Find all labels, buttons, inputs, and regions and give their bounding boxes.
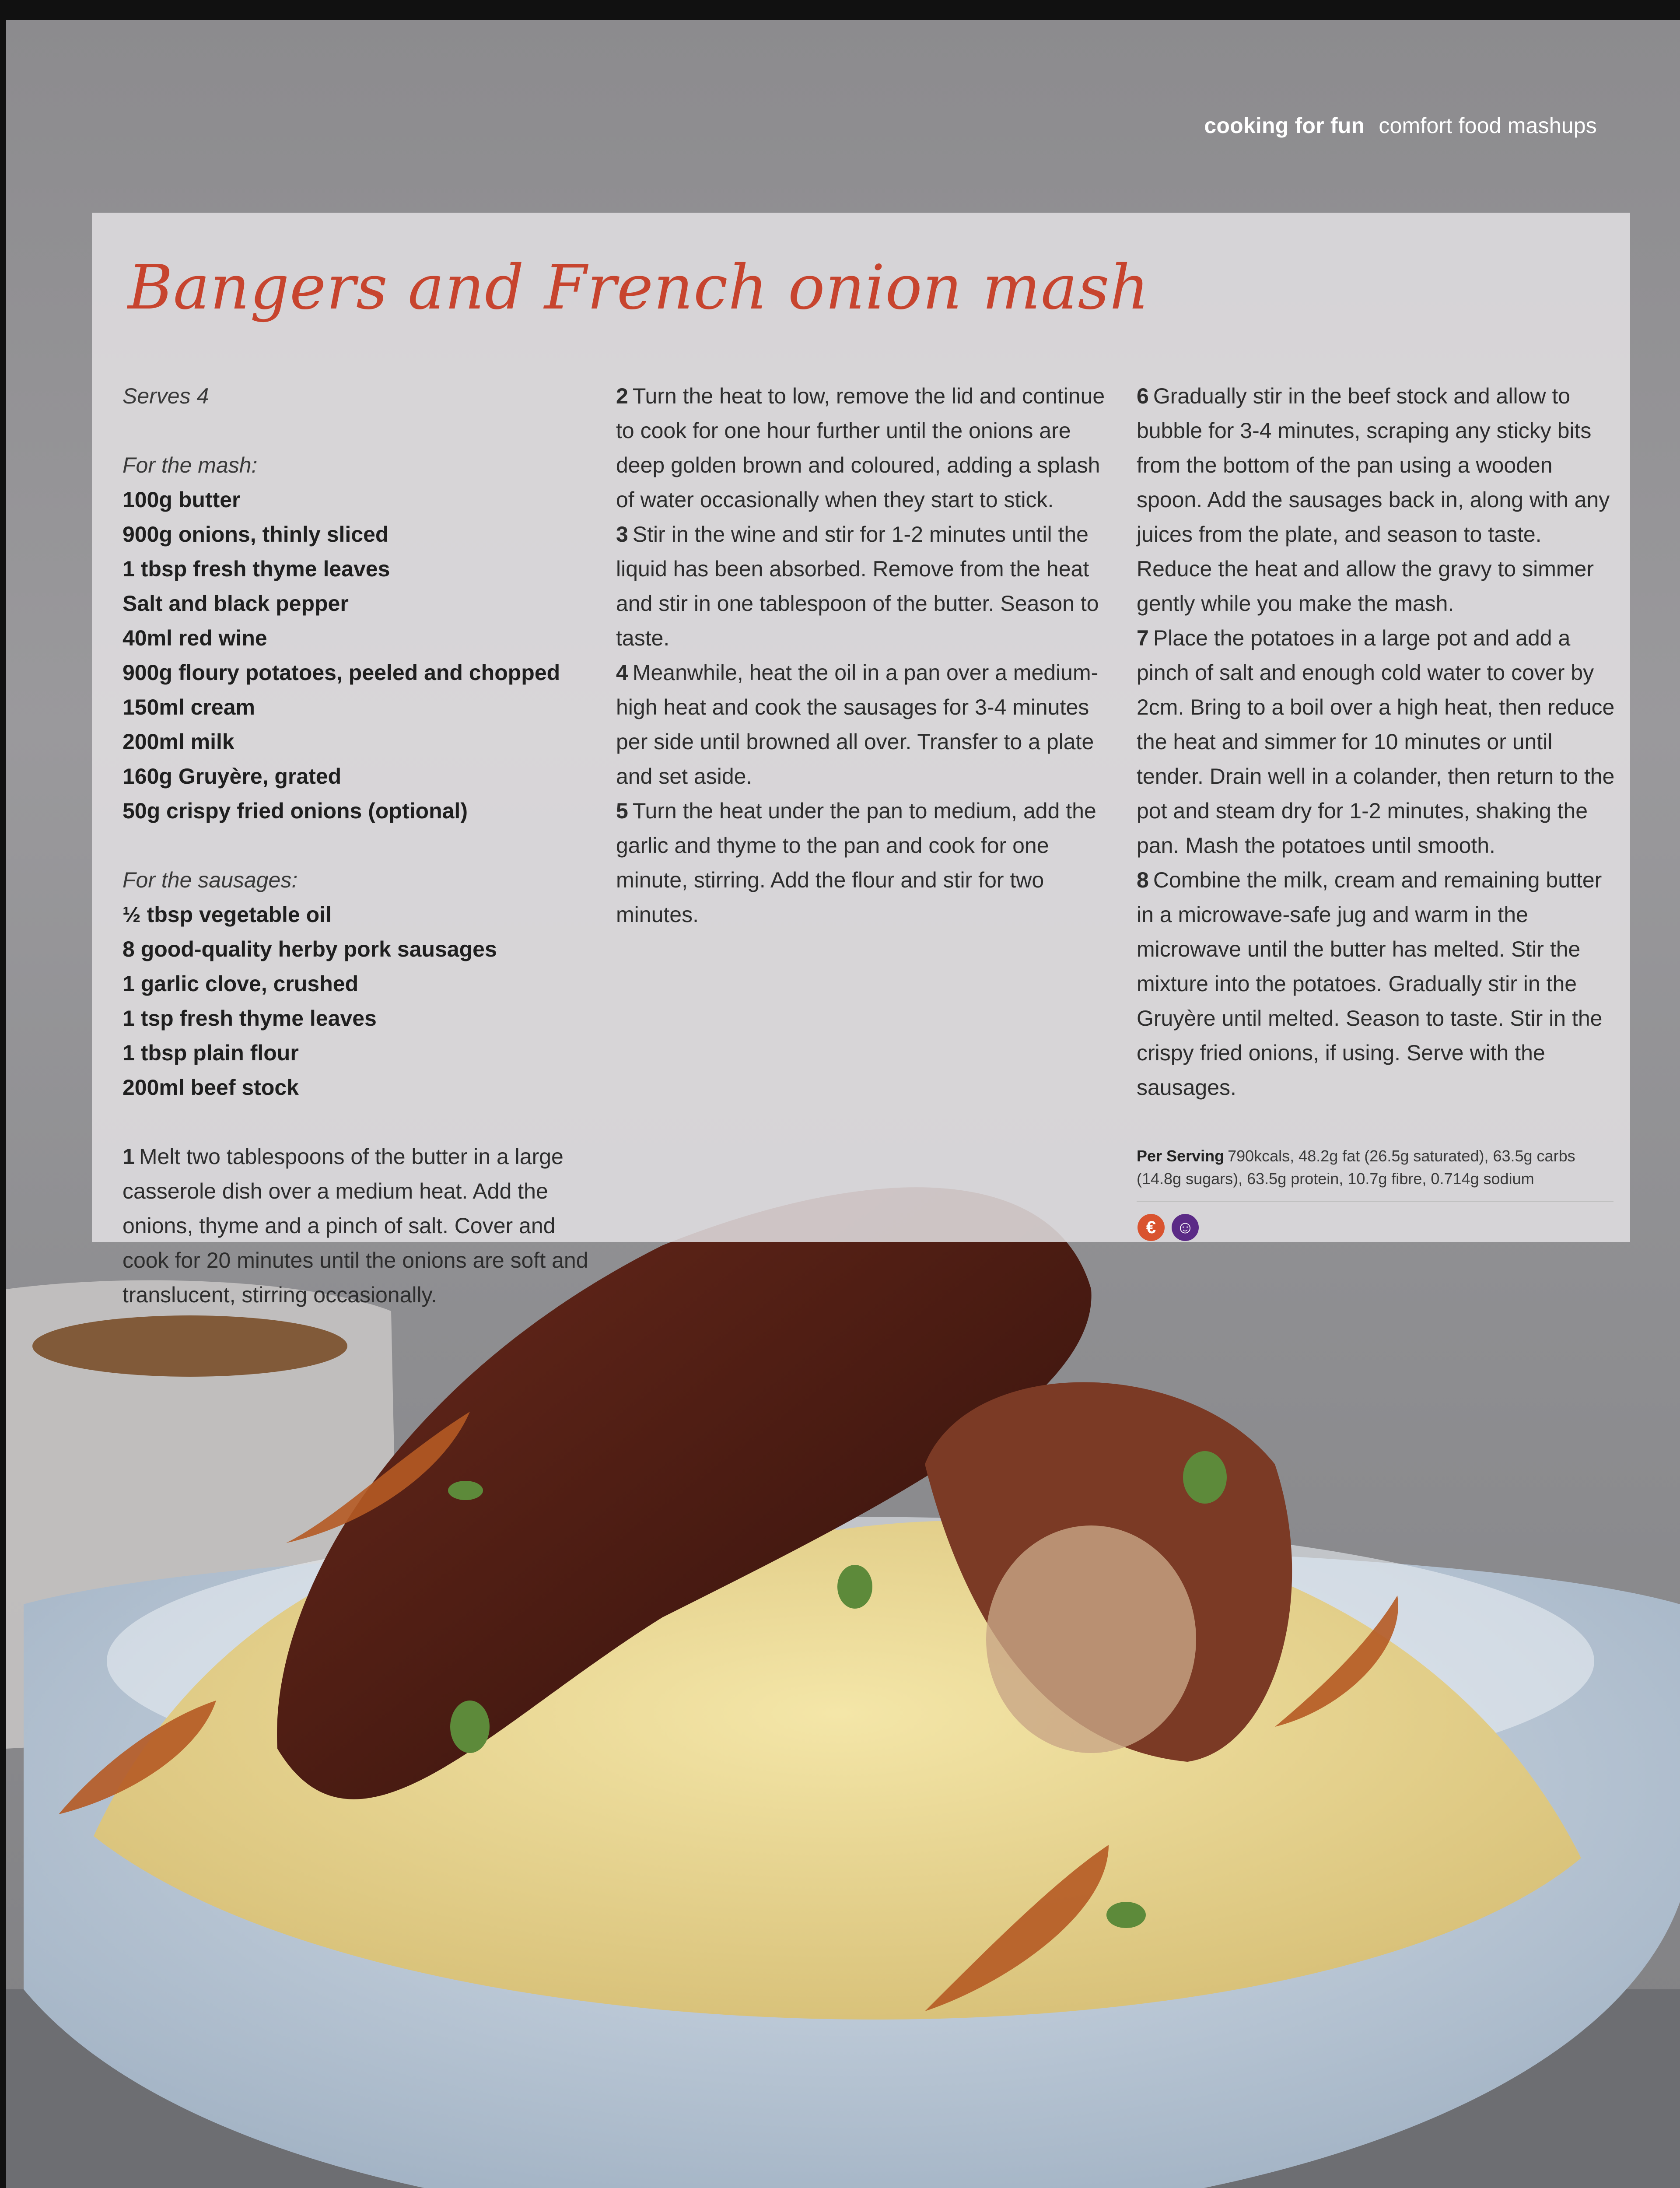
step-text: Turn the heat to low, remove the lid and continue to cook for one hour further until the onions are deep golden brown and coloured, adding a splash of water occasionally when they start to stick. <box>616 384 1105 512</box>
step-text: Gradually stir in the beef stock and allow to bubble for 3-4 minutes, scraping any sticky bits from the bottom of the pan using a wooden spoon. Add the sausages back in, along with any juices from the plate, and season to taste. Reduce the heat and allow the gravy to simmer gently while you make the mash. <box>1137 384 1610 616</box>
ingredient-item: ½ tbsp vegetable oil <box>122 902 332 927</box>
smiley-icon: ☺ <box>1172 1214 1199 1241</box>
euro-icon: € <box>1138 1214 1165 1241</box>
ingredients-column <box>122 379 604 1312</box>
method-step <box>1137 621 1618 863</box>
serves-label: Serves 4 <box>122 384 209 408</box>
ingredient-item: 200ml beef stock <box>122 1075 299 1100</box>
nutrition-values: 790kcals, 48.2g fat (26.5g saturated), 63.5g carbs (14.8g sugars), 63.5g protein, 10.7g fibre, 0.714g sodium <box>1137 1147 1575 1188</box>
ingredient-item: 1 tsp fresh thyme leaves <box>122 1006 377 1031</box>
method-step <box>1137 379 1618 621</box>
step-text: Stir in the wine and stir for 1-2 minutes until the liquid has been absorbed. Remove from the heat and stir in one tablespoon of the butter. Season to taste. <box>616 522 1099 650</box>
step-number: 1 <box>122 1144 135 1169</box>
nutrition-info <box>1137 1145 1622 1190</box>
ingredient-item: 900g onions, thinly sliced <box>122 522 389 547</box>
method-step <box>616 656 1110 794</box>
ingredient-item: 1 tbsp fresh thyme leaves <box>122 557 390 581</box>
step-text: Meanwhile, heat the oil in a pan over a medium-high heat and cook the sausages for 3-4 minutes per side until browned all over. Transfer to a plate and set aside. <box>616 660 1099 789</box>
section-title: cooking for fun <box>1204 113 1365 138</box>
nutrition-label: Per Serving <box>1137 1147 1225 1165</box>
section-subtitle: comfort food mashups <box>1379 113 1597 138</box>
step-number: 3 <box>616 522 628 547</box>
divider <box>1137 1201 1614 1202</box>
ingredient-item: 100g butter <box>122 487 241 512</box>
ingredient-item: 1 tbsp plain flour <box>122 1041 299 1065</box>
mash-ingredient-list <box>122 483 604 828</box>
ingredient-item: 200ml milk <box>122 729 234 754</box>
step-number: 5 <box>616 799 628 823</box>
recipe-card <box>92 213 1630 1307</box>
ingredient-item: 150ml cream <box>122 695 256 719</box>
sausage-heading: For the sausages: <box>122 868 298 892</box>
ingredient-item: 900g floury potatoes, peeled and chopped <box>122 660 560 685</box>
method-step <box>616 379 1110 517</box>
step-number: 6 <box>1137 384 1149 408</box>
step-number: 8 <box>1137 868 1149 892</box>
step-text: Turn the heat under the pan to medium, add the garlic and thyme to the pan and cook for one minute, stirring. Add the flour and stir for two minutes. <box>616 799 1096 927</box>
step-number: 7 <box>1137 626 1149 650</box>
section-header <box>1204 113 1597 138</box>
ingredient-item: 1 garlic clove, crushed <box>122 971 359 996</box>
method-column-3 <box>1137 379 1618 1105</box>
step-number: 2 <box>616 384 628 408</box>
magazine-page <box>6 20 1680 2188</box>
sausage-ingredient-list <box>122 898 604 1105</box>
method-step <box>1137 863 1618 1105</box>
step-text: Melt two tablespoons of the butter in a large casserole dish over a medium heat. Add the onions, thyme and a pinch of salt. Cover and cook for 20 minutes until the onions are soft and translucent, stirring occasionally. <box>122 1144 588 1307</box>
recipe-title: Bangers and French onion mash <box>128 252 1150 323</box>
mash-heading: For the mash: <box>122 453 258 477</box>
step-text: Place the potatoes in a large pot and add a pinch of salt and enough cold water to cover by 2cm. Bring to a boil over a high heat, then reduce the heat and simmer for 10 minutes or until tender. Drain well in a colander, then return to the pot and steam dry for 1-2 minutes, shaking the pan. Mash the potatoes until smooth. <box>1137 626 1615 858</box>
ingredient-item: 8 good-quality herby pork sausages <box>122 937 497 961</box>
method-step <box>616 517 1110 656</box>
method-step <box>122 1140 604 1312</box>
ingredient-item: 40ml red wine <box>122 626 267 650</box>
ingredient-item: Salt and black pepper <box>122 591 349 616</box>
ingredient-item: 160g Gruyère, grated <box>122 764 342 789</box>
ingredient-item: 50g crispy fried onions (optional) <box>122 799 468 823</box>
method-column-2 <box>616 379 1110 932</box>
method-step <box>616 794 1110 932</box>
step-number: 4 <box>616 660 628 685</box>
step-text: Combine the milk, cream and remaining butter in a microwave-safe jug and warm in the microwave until the butter has melted. Stir the mixture into the potatoes. Gradually stir in the Gruyère until melted. Season to taste. Stir in the crispy fried onions, if using. Serve with the sausages. <box>1137 868 1603 1100</box>
